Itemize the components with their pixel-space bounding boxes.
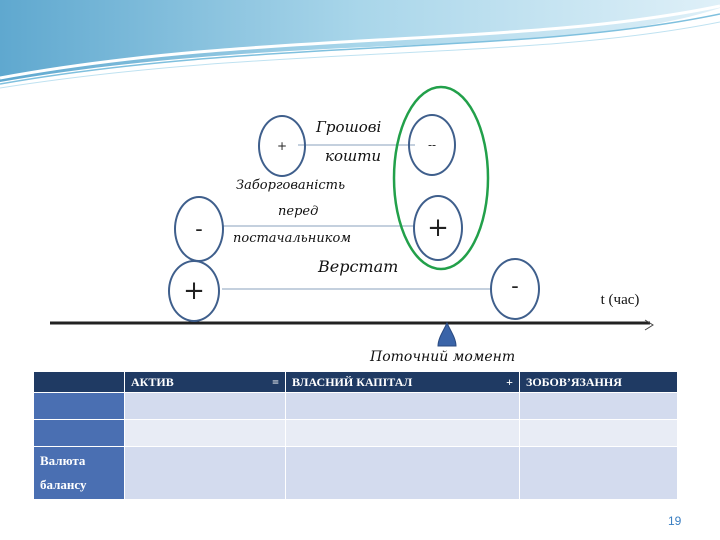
cash-left-sign: +	[276, 139, 288, 153]
table-cell	[520, 420, 678, 447]
current-moment-label: Поточний момент	[366, 349, 519, 365]
header-equals: =	[272, 374, 279, 389]
cash-label-line2: кошти	[325, 147, 382, 165]
debt-label-line3: постачальником	[233, 231, 352, 246]
table-cell	[286, 447, 520, 500]
debt-label-line2: перед	[278, 204, 319, 219]
current-moment-marker	[436, 322, 458, 348]
table-cell	[125, 420, 286, 447]
cash-left-oval	[258, 115, 306, 177]
balance-table	[33, 371, 678, 500]
header-equity: ВЛАСНИЙ КАПІТАЛ	[292, 374, 413, 389]
table-cell	[125, 447, 286, 500]
header-activ: АКТИВ	[131, 374, 174, 389]
cash-right-sign: --	[427, 138, 437, 152]
table-row	[34, 420, 678, 447]
table-row	[34, 447, 678, 500]
cash-label-line1: Грошові	[316, 118, 382, 136]
machine-label: Верстат	[318, 257, 399, 276]
header-activ-cell	[125, 372, 286, 393]
page-number: 19	[668, 514, 682, 528]
header-equity-cell	[286, 372, 520, 393]
table-row	[34, 393, 678, 420]
table-cell	[34, 420, 125, 447]
machine-left-sign: +	[183, 276, 205, 306]
header-empty-cell	[34, 372, 125, 393]
header-liabilities-cell	[520, 372, 678, 393]
table-cell	[286, 420, 520, 447]
machine-left-oval	[168, 260, 220, 322]
balance-currency-cell	[34, 447, 125, 500]
table-cell	[125, 393, 286, 420]
balance-currency-line2: балансу	[40, 477, 87, 492]
debt-right-sign: +	[427, 213, 449, 243]
debt-right-oval	[413, 195, 463, 261]
cash-right-oval	[408, 114, 456, 176]
axis-label: t (час)	[578, 287, 662, 313]
table-header-row	[34, 372, 678, 393]
debt-left-oval	[174, 196, 224, 262]
table-cell	[34, 393, 125, 420]
machine-right-oval	[490, 258, 540, 320]
balance-currency-line1: Валюта	[40, 453, 86, 468]
table-cell	[520, 447, 678, 500]
header-liabilities: ЗОБОВ’ЯЗАННЯ	[526, 374, 622, 389]
debt-left-sign: -	[195, 216, 203, 242]
debt-label-line1: Заборгованість	[236, 178, 346, 193]
header-plus: +	[506, 374, 513, 389]
table-cell	[520, 393, 678, 420]
table-cell	[286, 393, 520, 420]
machine-right-sign: -	[511, 274, 519, 299]
